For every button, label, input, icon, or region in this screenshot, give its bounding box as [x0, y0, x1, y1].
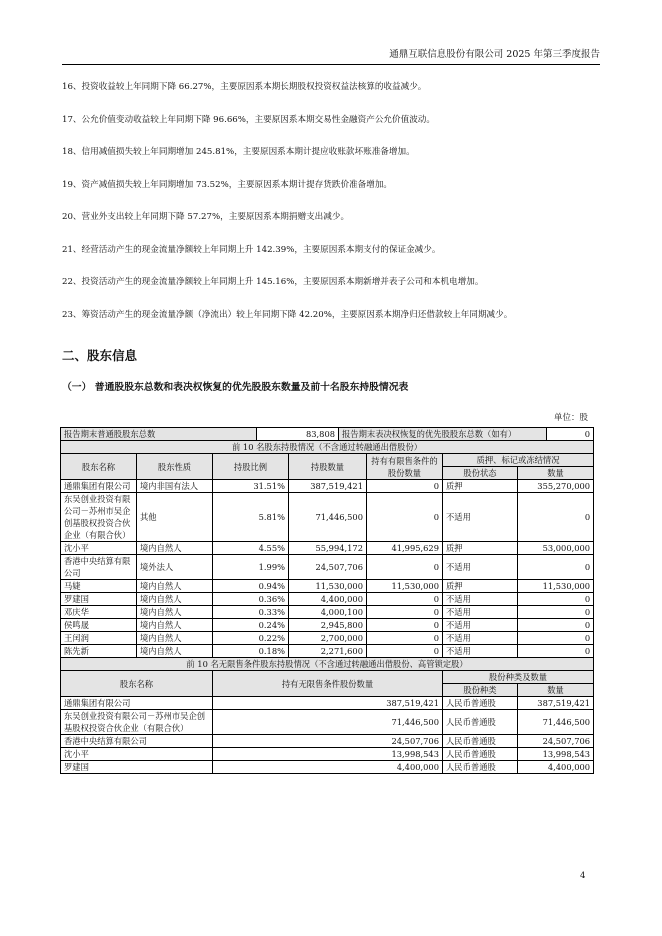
- shareholder-nature: 其他: [137, 493, 213, 542]
- unrestricted-count: 24,507,706: [518, 735, 594, 748]
- unrestricted-qty: 13,998,543: [213, 748, 443, 761]
- shareholder-restricted: 0: [367, 555, 443, 580]
- col-header-ratio: 持股比例: [213, 454, 289, 480]
- col-header-nature: 股东性质: [137, 454, 213, 480]
- col-header-pledge-group: 质押、标记或冻结情况: [443, 454, 594, 467]
- notes-list: [62, 76, 602, 336]
- note-item: 22、投资活动产生的现金流量净额较上年同期上升 145.16%，主要原因系本期新增并表子公司和本机电增加。: [62, 277, 484, 287]
- shareholder-pledge-count: 0: [518, 493, 594, 542]
- shareholder-nature: 境内自然人: [137, 645, 213, 658]
- shareholder-name: 马婕: [61, 580, 137, 593]
- shareholder-name: 邓庆华: [61, 606, 137, 619]
- unrestricted-type: 人民币普通股: [443, 761, 518, 774]
- unres-header-type-group: 股份种类及数量: [443, 671, 594, 684]
- shareholder-name: 东吴创业投资有限公司－苏州市吴企创基股权投资合伙企业（有限合伙）: [61, 493, 137, 542]
- shareholder-row: [61, 493, 594, 542]
- shareholder-qty: 11,530,000: [289, 580, 367, 593]
- summary-table: [60, 427, 594, 441]
- unrestricted-type: 人民币普通股: [443, 697, 518, 710]
- shareholder-name: 罗建国: [61, 593, 137, 606]
- shareholder-pledge-count: 0: [518, 555, 594, 580]
- shareholder-qty: 2,945,800: [289, 619, 367, 632]
- unres-header-name: 股东名称: [61, 671, 213, 697]
- unrestricted-row: [61, 748, 594, 761]
- shareholder-restricted: 41,995,629: [367, 542, 443, 555]
- unrestricted-row: [61, 697, 594, 710]
- shareholder-nature: 境内自然人: [137, 632, 213, 645]
- col-header-count: 数量: [518, 467, 594, 480]
- summary-value-preferred: 0: [547, 428, 594, 441]
- shareholder-pledge-count: 0: [518, 619, 594, 632]
- shareholder-row: [61, 593, 594, 606]
- col-header-restricted: 持有有限售条件的股份数量: [367, 454, 443, 480]
- shareholder-status: 不适用: [443, 555, 518, 580]
- unrestricted-count: 4,400,000: [518, 761, 594, 774]
- shareholder-status: 不适用: [443, 606, 518, 619]
- note-item: 19、资产减值损失较上年同期增加 73.52%，主要原因系本期计提存货跌价准备增加。: [62, 179, 393, 190]
- unres-header-qty: 持有无限售条件股份数量: [213, 671, 443, 697]
- unrestricted-row: [61, 735, 594, 748]
- unrestricted-row: [61, 761, 594, 774]
- shareholder-ratio: 0.24%: [213, 619, 289, 632]
- shareholder-ratio: 1.99%: [213, 555, 289, 580]
- unrestricted-name: 香港中央结算有限公司: [61, 735, 213, 748]
- unres-header-type: 股份种类: [443, 684, 518, 697]
- shareholder-qty: 4,000,100: [289, 606, 367, 619]
- unrestricted-title: 前 10 名无限售条件股东持股情况（不含通过转融通出借股份、高管锁定股）: [61, 658, 594, 671]
- unrestricted-count: 71,446,500: [518, 710, 594, 735]
- shareholder-restricted: 0: [367, 493, 443, 542]
- unrestricted-row: [61, 710, 594, 735]
- shareholder-row: [61, 480, 594, 493]
- shareholder-restricted: 0: [367, 480, 443, 493]
- unrestricted-qty: 24,507,706: [213, 735, 443, 748]
- shareholder-nature: 境外法人: [137, 555, 213, 580]
- shareholder-restricted: 0: [367, 632, 443, 645]
- shareholder-nature: 境内自然人: [137, 619, 213, 632]
- shareholder-ratio: 31.51%: [213, 480, 289, 493]
- note-item: 18、信用减值损失较上年同期增加 245.81%，主要原因系本期计提应收账款坏账准备增加。: [62, 147, 415, 157]
- unrestricted-type: 人民币普通股: [443, 748, 518, 761]
- shareholder-name: 通鼎集团有限公司: [61, 480, 137, 493]
- col-header-name: 股东名称: [61, 454, 137, 480]
- unres-header-count: 数量: [518, 684, 594, 697]
- shareholder-nature: 境内自然人: [137, 580, 213, 593]
- shareholder-qty: 2,700,000: [289, 632, 367, 645]
- shareholder-name: 侯鸣晟: [61, 619, 137, 632]
- shareholder-pledge-count: 0: [518, 632, 594, 645]
- shareholder-nature: 境内自然人: [137, 542, 213, 555]
- shareholder-name: 香港中央结算有限公司: [61, 555, 137, 580]
- note-item: 23、筹资活动产生的现金流量净额（净流出）较上年同期下降 42.20%，主要原因系本期净归还借款较上年同期减少。: [62, 309, 513, 320]
- summary-value-holders: 83,808: [257, 428, 339, 441]
- shareholder-row: [61, 606, 594, 619]
- unrestricted-qty: 387,519,421: [213, 697, 443, 710]
- note-item: 21、经营活动产生的现金流量净额较上年同期上升 142.39%，主要原因系本期支付的保证金减少。: [62, 244, 441, 255]
- shareholder-status: 不适用: [443, 645, 518, 658]
- unrestricted-name: 通鼎集团有限公司: [61, 697, 213, 710]
- shareholder-nature: 境内自然人: [137, 593, 213, 606]
- unrestricted-qty: 4,400,000: [213, 761, 443, 774]
- shareholder-ratio: 5.81%: [213, 493, 289, 542]
- unrestricted-name: 罗建国: [61, 761, 213, 774]
- shareholder-row: [61, 632, 594, 645]
- shareholder-row: [61, 645, 594, 658]
- shareholder-restricted: 0: [367, 593, 443, 606]
- shareholder-qty: 2,271,600: [289, 645, 367, 658]
- page-number: 4: [580, 871, 586, 881]
- shareholder-row: [61, 542, 594, 555]
- top10-title: 前 10 名股东持股情况（不含通过转融通出借股份）: [61, 441, 594, 454]
- shareholder-name: 王闰润: [61, 632, 137, 645]
- unrestricted-count: 387,519,421: [518, 697, 594, 710]
- shareholder-nature: 境内自然人: [137, 606, 213, 619]
- shareholder-restricted: 0: [367, 645, 443, 658]
- unrestricted-qty: 71,446,500: [213, 710, 443, 735]
- summary-label-preferred: 报告期末表决权恢复的优先股股东总数（如有）: [339, 428, 547, 441]
- shareholder-nature: 境内非国有法人: [137, 480, 213, 493]
- note-item: 16、投资收益较上年同期下降 66.27%，主要原因系本期长期股权投资权益法核算的收益减少。: [62, 82, 427, 92]
- shareholder-pledge-count: 53,000,000: [518, 542, 594, 555]
- shareholder-status: 不适用: [443, 632, 518, 645]
- shareholder-restricted: 0: [367, 619, 443, 632]
- shareholder-restricted: 0: [367, 606, 443, 619]
- shareholder-status: 质押: [443, 542, 518, 555]
- section-title: 二、股东信息: [62, 348, 138, 363]
- shareholder-ratio: 0.36%: [213, 593, 289, 606]
- shareholder-ratio: 0.94%: [213, 580, 289, 593]
- summary-label-holders: 报告期末普通股股东总数: [61, 428, 257, 441]
- shareholder-name: 陈先新: [61, 645, 137, 658]
- note-item: 17、公允价值变动收益较上年同期下降 96.66%，主要原因系本期交易性金融资产公允价值波动。: [62, 114, 435, 125]
- unrestricted-name: 东吴创业投资有限公司－苏州市吴企创基股权投资合伙企业（有限合伙）: [61, 710, 213, 735]
- unrestricted-name: 沈小平: [61, 748, 213, 761]
- col-header-qty: 持股数量: [289, 454, 367, 480]
- unrestricted-count: 13,998,543: [518, 748, 594, 761]
- shareholder-qty: 55,994,172: [289, 542, 367, 555]
- unrestricted-type: 人民币普通股: [443, 735, 518, 748]
- shareholder-ratio: 0.33%: [213, 606, 289, 619]
- shareholder-qty: 71,446,500: [289, 493, 367, 542]
- unrestricted-type: 人民币普通股: [443, 710, 518, 735]
- shareholder-ratio: 0.22%: [213, 632, 289, 645]
- shareholder-pledge-count: 0: [518, 606, 594, 619]
- shareholder-pledge-count: 355,270,000: [518, 480, 594, 493]
- summary-row: [61, 428, 594, 441]
- shareholder-qty: 4,400,000: [289, 593, 367, 606]
- shareholder-row: [61, 580, 594, 593]
- note-item: 20、营业外支出较上年同期下降 57.27%，主要原因系本期捐赠支出减少。: [62, 212, 350, 222]
- shareholder-pledge-count: 11,530,000: [518, 580, 594, 593]
- shareholder-status: 质押: [443, 480, 518, 493]
- shareholder-restricted: 11,530,000: [367, 580, 443, 593]
- shareholder-status: 不适用: [443, 619, 518, 632]
- shareholder-qty: 387,519,421: [289, 480, 367, 493]
- shareholder-ratio: 4.55%: [213, 542, 289, 555]
- shareholder-row: [61, 619, 594, 632]
- shareholder-status: 质押: [443, 580, 518, 593]
- col-header-status: 股份状态: [443, 467, 518, 480]
- shareholders-table: [60, 440, 594, 774]
- section-subtitle: （一） 普通股股东总数和表决权恢复的优先股股东数量及前十名股东持股情况表: [62, 382, 409, 393]
- shareholder-qty: 24,507,706: [289, 555, 367, 580]
- unit-label: 单位：股: [553, 413, 588, 423]
- shareholder-row: [61, 555, 594, 580]
- shareholder-status: 不适用: [443, 593, 518, 606]
- shareholder-status: 不适用: [443, 493, 518, 542]
- page-header: 通鼎互联信息股份有限公司 2025 年第三季度报告: [62, 46, 600, 65]
- shareholder-ratio: 0.18%: [213, 645, 289, 658]
- shareholder-pledge-count: 0: [518, 645, 594, 658]
- shareholder-pledge-count: 0: [518, 593, 594, 606]
- shareholder-name: 沈小平: [61, 542, 137, 555]
